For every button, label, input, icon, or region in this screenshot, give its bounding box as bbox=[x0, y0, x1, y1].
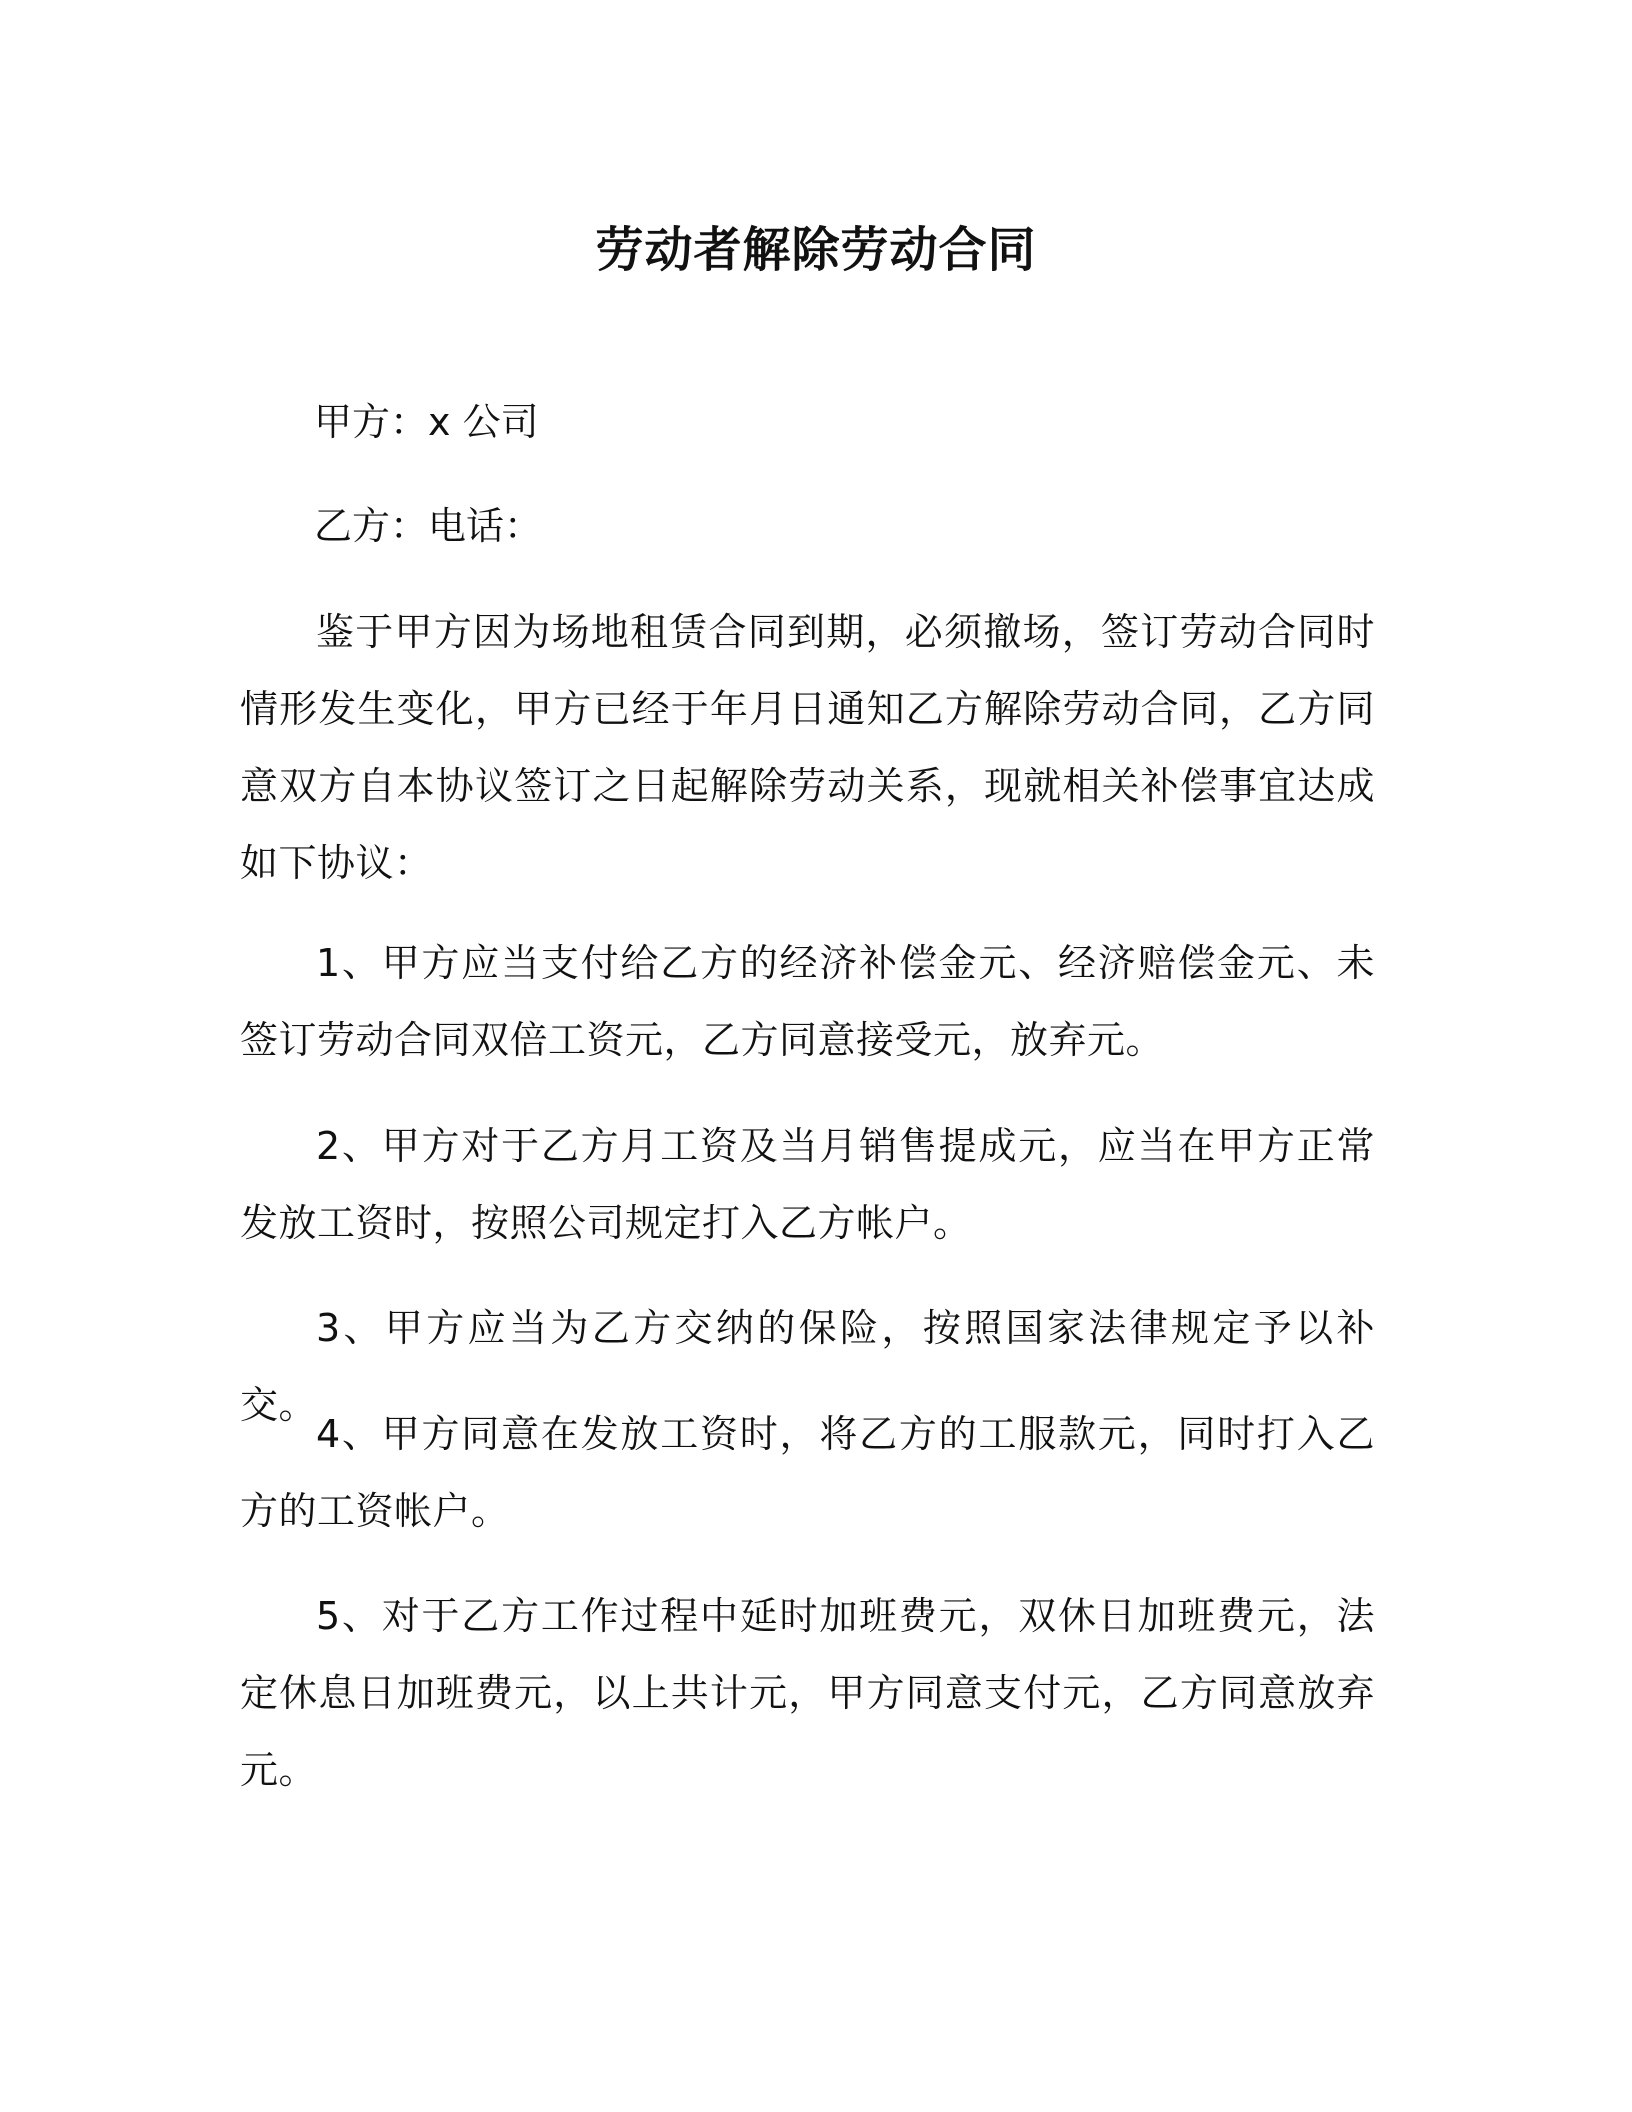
clause-4: 4、甲方同意在发放工资时，将乙方的工服款元，同时打入乙方的工资帐户。 bbox=[240, 1412, 1375, 1533]
document-title: 劳动者解除劳动合同 bbox=[595, 222, 1037, 278]
party-b-line: 乙方：电话： bbox=[314, 504, 543, 548]
intro-paragraph: 鉴于甲方因为场地租赁合同到期，必须撤场，签订劳动合同时情形发生变化，甲方已经于年月日通知乙方解除劳动合同，乙方同意双方自本协议签订之日起解除劳动关系，现就相关补偿事宜达成如下协议： bbox=[240, 610, 1375, 885]
clause-2: 2、甲方对于乙方月工资及当月销售提成元，应当在甲方正常发放工资时，按照公司规定打入乙方帐户。 bbox=[240, 1124, 1375, 1245]
clause-3: 3、甲方应当为乙方交纳的保险，按照国家法律规定予以补交。 bbox=[240, 1306, 1375, 1427]
clause-5: 5、对于乙方工作过程中延时加班费元，双休日加班费元，法定休息日加班费元，以上共计元，甲方同意支付元，乙方同意放弃元。 bbox=[240, 1594, 1375, 1792]
party-a-line: 甲方：x 公司 bbox=[314, 400, 539, 444]
clause-1: 1、甲方应当支付给乙方的经济补偿金元、经济赔偿金元、未签订劳动合同双倍工资元，乙方同意接受元，放弃元。 bbox=[240, 941, 1375, 1062]
